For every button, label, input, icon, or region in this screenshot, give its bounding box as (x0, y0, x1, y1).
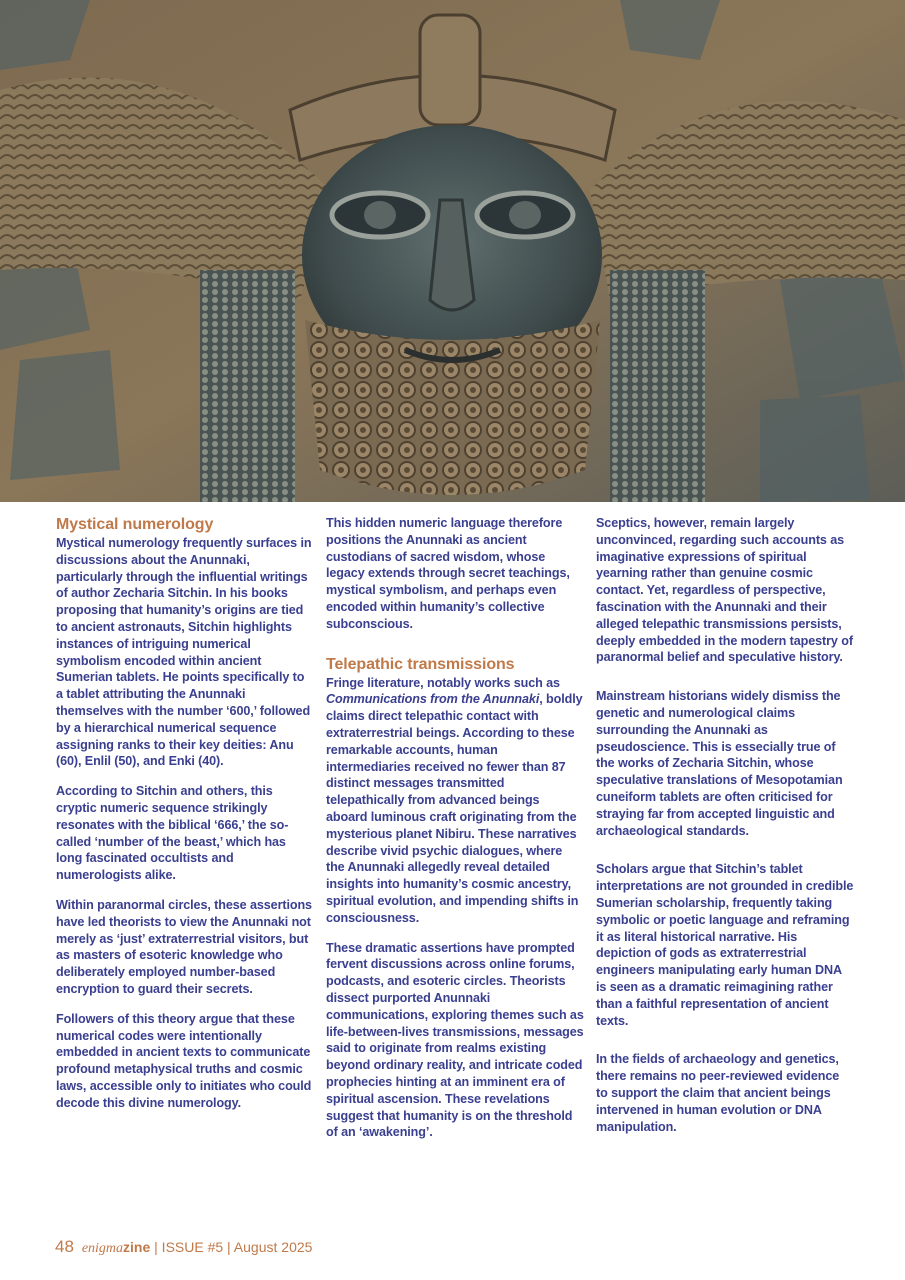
body-paragraph: This hidden numeric language therefore positions the Anunnaki as ancient custodians of sacred wisdom, whose legacy extends through secret teachings, mystical symbolism, and perhaps even encoded within humanity’s collective subconscious. (326, 516, 570, 631)
body-paragraph: These dramatic assertions have prompted fervent discussions across online forums, podcasts, and esoteric circles. Theorists dissect purported Anunnaki communications, exploring themes such as life-between-lives transmissions, messages said to originate from realms existing beyond ordinary reality, and intricate coded prophecies hinting at an imminent era of spiritual ascension. These revelations suggest that humanity is on the threshold of an ‘awakening’. (326, 940, 584, 1140)
body-paragraph: In the fields of archaeology and genetics, there remains no peer-reviewed evidence to support the claim that ancient beings intervened in human evolution or DNA manipulation. (596, 1052, 840, 1134)
body-paragraph: According to Sitchin and others, this cryptic numeric sequence strikingly resonates with the biblical ‘666,’ the so-called ‘number of the beast,’ which has long fascinated occultists and numerologists alike. (56, 784, 289, 883)
page-footer (55, 1237, 312, 1257)
article-column-1 (56, 515, 314, 1125)
stone-relief-illustration (0, 0, 905, 502)
body-paragraph: Scholars argue that Sitchin’s tablet interpretations are not grounded in credible Sumerian scholarship, frequently taking symbolic or poetic language and reframing it as literal historical narrative. His depiction of gods as extraterrestrial engineers manipulating early human DNA is seen as a dramatic reimagining rather than a faithful representation of ancient texts. (596, 862, 854, 1028)
section-heading-telepathic: Telepathic transmissions (326, 655, 515, 673)
issue-info: | ISSUE #5 | August 2025 (150, 1239, 313, 1255)
section-heading-numerology: Mystical numerology (56, 516, 214, 533)
article-column-3 (596, 515, 854, 1148)
brand-name-part1: enigma (81, 1241, 124, 1256)
body-paragraph: Mainstream historians widely dismiss the genetic and numerological claims surrounding the Anunnaki as pseudoscience. This is essecially true of the works of Zecharia Sitchin, whose speculative translations of Mesopotamian cuneiform tablets are often criticised for straying far from accepted linguistic and archaeological standards. (596, 689, 843, 838)
body-paragraph (326, 675, 584, 927)
book-title: Communications from the Anunnaki (326, 692, 540, 707)
body-paragraph: Sceptics, however, remain largely unconvinced, regarding such accounts as imaginative expressions of spiritual yearning rather than genuine cosmic contact. Yet, regardless of perspective, fascination with the Anunnaki and their alleged telepathic transmissions persists, deeply embedded in the modern tapestry of paranormal belief and speculative history. (596, 516, 853, 665)
body-paragraph: Mystical numerology frequently surfaces in discussions about the Anunnaki, particularly through the influential writings of author Zecharia Sitchin. In his books proposing that humanity’s origins are tied to ancient astronauts, Sitchin highlights instances of intriguing numerical symbolism encoded within ancient Sumerian tablets. He points specifically to a tablet attributing the Anunnaki themselves with the number ‘600,’ followed by a hierarchical numerical sequence assigning ranks to their key deities: Anu (60), Enlil (50), and Enki (40). (56, 536, 312, 769)
text-run: , boldly claims direct telepathic contact with extraterrestrial beings. According to these remarkable accounts, human intermediaries received no fewer than 87 distinct messages transmitted telepathically from advanced beings aboard luminous craft originating from the mysterious planet Nibiru. These narratives describe vivid psychic dialogues, where the Anunnaki allegedly reveal detailed insights into humanity’s cosmic ancestry, spiritual evolution, and impending shifts in consciousness. (326, 692, 583, 925)
body-paragraph: Followers of this theory argue that these numerical codes were intentionally embedded in ancient texts to communicate profound metaphysical truths and cosmic laws, accessible only to initiates who could decode this divine numerology. (56, 1011, 312, 1110)
body-paragraph: Within paranormal circles, these assertions have led theorists to view the Anunnaki not merely as ‘just’ extraterrestrial visitors, but as masters of esoteric knowledge who deliberately employed number-based encryption to guard their secrets. (56, 897, 312, 996)
article-column-2 (326, 515, 584, 1154)
text-run: Fringe literature, notably works such as (326, 675, 560, 690)
brand-name-part2: zine (123, 1239, 151, 1255)
hero-image (0, 0, 905, 502)
page-number: 48 (55, 1237, 74, 1256)
